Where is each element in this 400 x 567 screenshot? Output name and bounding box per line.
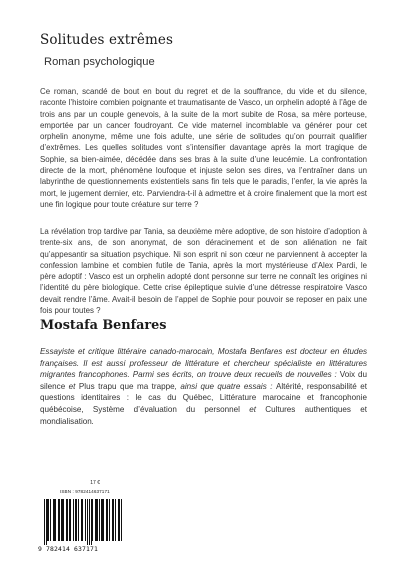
author-bio-text: Essayiste et critique littéraire canado-marocain, Mostafa Benfares est docteur en études françaises. Il est aussi professeur de littérature et chercheur spécialiste en littératures migrantes francophones. Parmi ses écrits, on trouve deux recueils de nouvelles : [40, 347, 367, 380]
book-title-reference: Plus trapu que ma trappe [78, 381, 175, 391]
blurb-paragraph-1: Ce roman, scandé de bout en bout du regret et de la souffrance, du vide et du silence, raconte l’histoire combien poignante et traumatisante de Vasco, un orphelin adopté à l’âge de trois ans par un couple genevois, à la suite de la mort subite de Rosa, sa mère porteuse, emportée par un cancer foudroyant. Ce vide maternel incomblable va générer pour cet orphelin anonyme, même une fois adulte, une série de solitudes qu’on pourrait qualifier d’extrêmes. Les quelles solitudes vont s’intensifier davantage après la mort tragique de Sophie, sa bien-aimée, décédée dans ses bras à la suite d’une leucémie. La confrontation directe de la mort, phénomène loufoque et injuste selon ses dires, va l’entraîner dans un labyrinthe de questionnements existentiels sans fin tels que le paradis, l’enfer, la vie après la mort, le jugement dernier, etc. Parviendra-t-il à admettre et à croire finalement que la mort est une fin logique pour toute créature sur terre ? [40, 87, 367, 209]
author-bio-text: et [239, 404, 266, 414]
book-title: Solitudes extrêmes [40, 32, 173, 48]
blurb-paragraph-2: La révélation trop tardive par Tania, sa deuxième mère adoptive, de son histoire d’adoption à trente-six ans, de son anonymat, de son déracinement et de son aliénation ne fait qu’appesantir sa situation psychique. Ni son esprit ni son cœur ne parviennent à accepter la confession lambine et combien futile de Tania, après la mort mystérieuse d’Alex Pardi, le père adoptif : Vasco est un orphelin adopté dont personne sur terre ne connaît les origines ni l’identité du père biologique. Cette crise épileptique suivie d’une détresse respiratoire Vasco devait rendre l’âme. Avait-il besoin de l’appel de Sophie pour pouvoir se reposer en paix une fois pour toutes ? [40, 227, 367, 316]
barcode-panel [38, 480, 124, 558]
book-title-reference: Cultures authentiques et mondialisation [40, 404, 367, 426]
price-label: 17 € [90, 480, 100, 486]
author-name: Mostafa Benfares [40, 318, 167, 333]
author-bio-text: , ainsi que quatre essais : [174, 381, 276, 391]
book-title-reference: Voix du silence [40, 370, 367, 391]
barcode-icon [38, 499, 124, 545]
author-bio-text: et [65, 381, 79, 391]
isbn-label: ISBN : 9782414637171 [60, 489, 110, 494]
book-genre-subtitle: Roman psychologique [44, 56, 155, 68]
book-title-reference: Altérité, responsabilité et questions identitaires : le cas du Québec, Littérature marocaine et francophonie québécoise, Système d’évaluation du personnel [40, 381, 368, 414]
author-bio-text: . [91, 416, 94, 426]
author-bio [40, 346, 367, 427]
barcode-digits: 9 782414 637171 [38, 545, 98, 553]
